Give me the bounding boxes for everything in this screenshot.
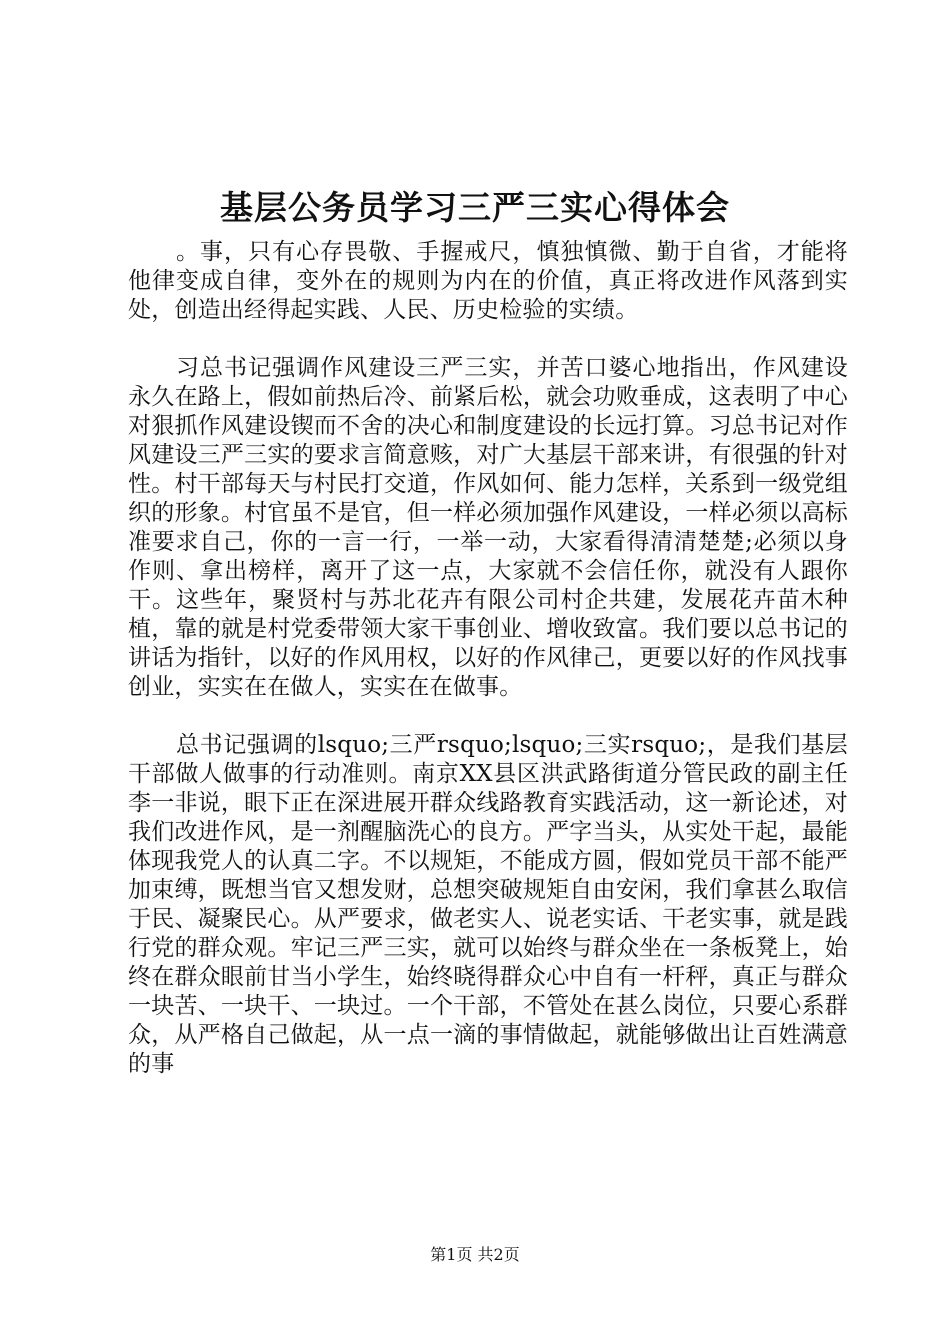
paragraph-3: 总书记强调的lsquo;三严rsquo;lsquo;三实rsquo;，是我们基层干部做人做事的行动准则。南京XX县区洪武路街道分管民政的副主任李一非说，眼下正在深进展开群众线路教育实践活动，这一新论述，对我们改进作风，是一剂醒脑洗心的良方。严字当头，从实处干起，最能体现我党人的认真二字。不以规矩，不能成方圆，假如党员干部不能严加束缚，既想当官又想发财，总想突破规矩自由安闲，我们拿甚么取信于民、凝聚民心。从严要求，做老实人、说老实话、干老实事，就是践行党的群众观。牢记三严三实，就可以始终与群众坐在一条板凳上，始终在群众眼前甘当小学生，始终晓得群众心中自有一杆秤，真正与群众一块苦、一块干、一块过。一个干部，不管处在甚么岗位，只要心系群众，从严格自己做起，从一点一滴的事情做起，就能够做出让百姓满意的事 [128, 732, 848, 1077]
paragraph-1: 。事，只有心存畏敬、手握戒尺，慎独慎微、勤于自省，才能将他律变成自律，变外在的规则为内在的价值，真正将改进作风落到实处，创造出经得起实践、人民、历史检验的实绩。 [128, 239, 848, 323]
paragraph-2: 习总书记强调作风建设三严三实，并苦口婆心地指出，作风建设永久在路上，假如前热后冷、前紧后松，就会功败垂成，这表明了中心对狠抓作风建设锲而不舍的决心和制度建设的长远打算。习总书记对作风建设三严三实的要求言简意赅，对广大基层干部来讲，有很强的针对性。村干部每天与村民打交道，作风如何、能力怎样，关系到一级党组织的形象。村官虽不是官，但一样必须加强作风建设，一样必须以高标准要求自己，你的一言一行，一举一动，大家看得清清楚楚;必须以身作则、拿出榜样，离开了这一点，大家就不会信任你，就没有人跟你干。这些年，聚贤村与苏北花卉有限公司村企共建，发展花卉苗木种植，靠的就是村党委带领大家干事创业、增收致富。我们要以总书记的讲话为指针，以好的作风用权，以好的作风律己，更要以好的作风找事创业，实实在在做人，实实在在做事。 [128, 355, 848, 700]
document-body [128, 238, 848, 1108]
document-title: 基层公务员学习三严三实心得体会 [220, 188, 730, 227]
page-footer: 第1页 共2页 [430, 1245, 520, 1264]
